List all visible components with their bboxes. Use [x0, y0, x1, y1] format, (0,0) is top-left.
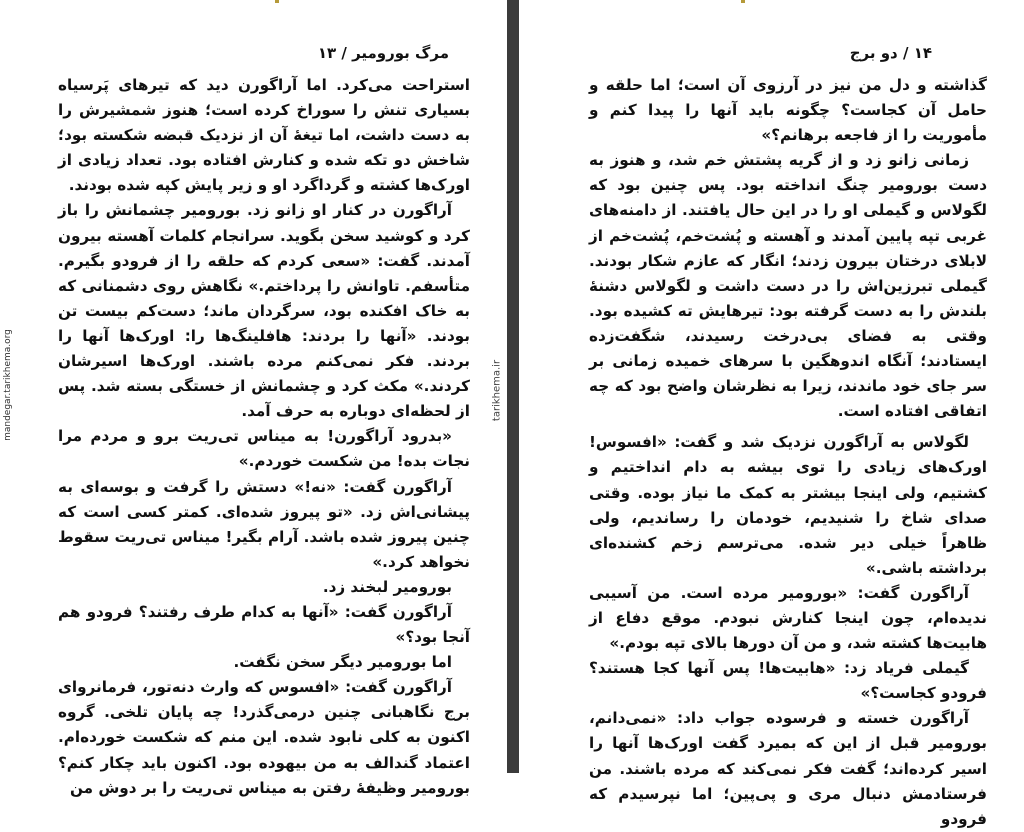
- right-page-body: [589, 73, 987, 832]
- left-page-header: مرگ بورومیر / ۱۳: [317, 44, 449, 62]
- left-paragraph-5: بورومیر لبخند زد.: [322, 577, 452, 596]
- right-page-header: ۱۴ / دو برج: [849, 44, 932, 62]
- left-paragraph-1: استراحت می‌کرد. اما آراگورن دید که تیرهای پَرسیاه بسیاری تنش را سوراخ کرده است؛ هنوز شمشیرش را به دست داشت، اما تیغۀ آن از نزدیک قبضه شکسته بود؛ شاخش دو تکه شده و کنارش افتاده بود. تعداد زیادی از اورک‌ها کشته و گرداگرد او و زیر پایش کپه شده بودند.: [58, 76, 470, 195]
- right-paragraph-2: زمانی زانو زد و از گریه پشتش خم شد، و هنوز به دست بورومیر چنگ انداخته بود. پس چنین بود که لگولاس و گیملی او را در این حال یافتند. از دامنه‌های غربی تپه پایین آمدند و آهسته و پُشت‌خم، پُشت‌خم از لابلای درختان بیرون زدند؛ انگار که عازم شکار بودند. گیملی تبرزین‌اش را در دست داشت و لگولاس دشنۀ بلندش را به دست گرفته بود: تیرهایش ته کشیده بود. وقتی به فضای بی‌درخت رسیدند، شگفت‌زده ایستادند؛ آنگاه اندوهگین با سرهای خمیده زمانی بر سر جای خود ماندند، زیرا به نظرشان واضح بود که چه اتفاقی افتاده است.: [589, 151, 987, 421]
- right-paragraph-6: آراگورن خسته و فرسوده جواب داد: «نمی‌دانم، بورومیر قبل از این که بمیرد گفت اورک‌ها آنها را اسیر کرده‌اند؛ گفت فکر نمی‌کند که مرده باشند. من فرستادمش دنبال مری و پی‌پین؛ اما نپرسیدم که فرودو: [589, 709, 987, 828]
- left-page: [0, 0, 507, 797]
- left-paragraph-4: آراگورن گفت: «نه!» دستش را گرفت و بوسه‌ای به پیشانی‌اش زد. «تو پیروز شده‌ای. کمتر کسی است که چنین پیروز شده باشد. آرام بگیر! میناس تی‌ریت سقوط نخواهد کرد.»: [58, 477, 470, 571]
- right-paragraph-4: آراگورن گفت: «بورومیر مرده است. من آسیبی ندیده‌ام، چون اینجا کنارش نبودم. موقع دفاع از هابیت‌ها کشته شد، و من آن دورها بالای تپه بودم.»: [589, 583, 987, 653]
- top-mark-right: [741, 0, 745, 3]
- right-paragraph-3: لگولاس به آراگورن نزدیک شد و گفت: «افسوس! اورک‌های زیادی را توی بیشه به دام انداختیم و کشتیم، ولی اینجا بیشتر به کمک ما نیاز بوده. وقتی صدای شاخ را شنیدیم، خودمان را رساندیم، ولی ظاهراً خیلی دیر شده. می‌ترسم زخم کشنده‌ای برداشته باشی.»: [589, 433, 987, 577]
- top-mark-left: [275, 0, 279, 3]
- left-paragraph-6: آراگورن گفت: «آنها به کدام طرف رفتند؟ فرودو هم آنجا بود؟»: [58, 602, 470, 647]
- right-paragraph-5: گیملی فریاد زد: «هابیت‌ها! پس آنها کجا هستند؟ فرودو کجاست؟»: [589, 659, 987, 703]
- right-paragraph-1: گذاشته و دل من نیز در آرزوی آن است؛ اما حلقه و حامل آن کجاست؟ چگونه باید آنها را پیدا کنم و مأموریت را از فاجعه برهانم؟»: [589, 76, 987, 145]
- book-gutter: [507, 0, 519, 773]
- left-paragraph-2: آراگورن در کنار او زانو زد. بورومیر چشمانش را باز کرد و کوشید سخن بگوید. سرانجام کلمات آهسته بیرون آمدند. گفت: «سعی کردم که حلقه را از فرودو بگیرم. متأسفم. تاوانش را پرداختم.» نگاهش روی دشمنانی که به خاک افکنده بود، سرگردان ماند؛ دست‌کم بیست تن بودند. «آنها را بردند: هافلینگ‌ها را: اورک‌ها آنها را بردند. فکر نمی‌کنم مرده باشند. اورک‌ها اسیرشان کردند.» مکث کرد و چشمانش از خستگی بسته شد. پس از لحظه‌ای دوباره به حرف آمد.: [58, 201, 470, 421]
- left-paragraph-7: اما بورومیر دیگر سخن نگفت.: [233, 653, 452, 672]
- left-paragraph-8: آراگورن گفت: «افسوس که وارث دنه‌تور، فرمانروای برج نگاهبانی چنین درمی‌گذرد! چه پایان تلخی. گروه اکنون به کلی نابود شده. این منم که شکست خورده‌ام. اعتماد گندالف به من بیهوده بود. اکنون باید چکار کنم؟ بورومیر وظیفۀ رفتن به میناس تی‌ریت را بر دوش من: [58, 678, 470, 797]
- left-margin-watermark: mandegar.tarikhema.org: [3, 329, 13, 441]
- gutter-watermark-1: tarikhema.ir: [491, 359, 503, 422]
- left-page-body: [58, 73, 470, 801]
- left-paragraph-3: «بدرود آراگورن! به میناس تی‌ریت برو و مردم مرا نجات بده! من شکست خوردم.»: [58, 427, 470, 471]
- right-page: [519, 0, 1024, 828]
